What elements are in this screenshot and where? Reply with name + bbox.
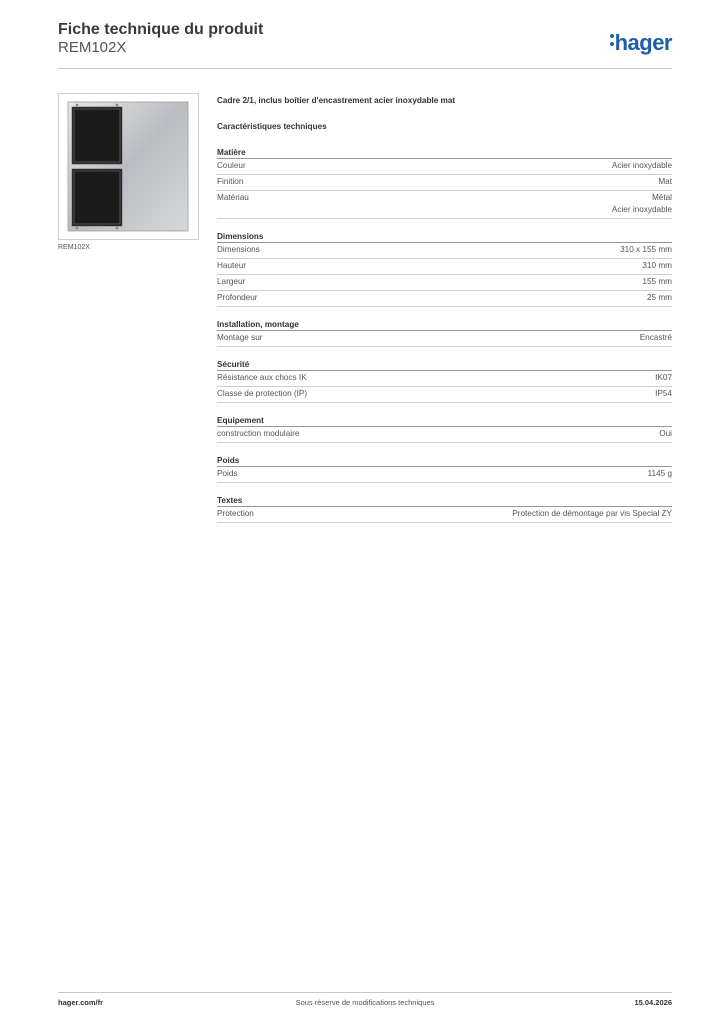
footer-website-link[interactable]: hager.com/fr [58, 998, 104, 1007]
spec-value-line: Protection de démontage par vis Special ZY [512, 509, 672, 518]
spec-value [642, 260, 672, 272]
spec-value [620, 244, 672, 256]
spec-value [655, 372, 672, 384]
spec-label: Matériau [217, 193, 249, 202]
spec-label: Largeur [217, 277, 246, 286]
section-title: Equipement [217, 415, 672, 427]
page-header [58, 20, 672, 70]
spec-section [217, 359, 672, 403]
spec-value-line: Acier inoxydable [611, 205, 672, 214]
logo-text: hager [614, 30, 672, 55]
spec-value [658, 176, 672, 188]
header-divider [58, 68, 672, 69]
spec-value [612, 192, 672, 216]
spec-value-line: 1145 g [647, 469, 672, 478]
spec-label: Protection [217, 509, 254, 518]
section-title: Sécurité [217, 359, 672, 371]
spec-value [512, 508, 672, 520]
spec-value-line: 310 mm [642, 261, 672, 270]
spec-label: Résistance aux chocs IK [217, 373, 307, 382]
spec-label: Profondeur [217, 293, 258, 302]
product-reference: REM102X [58, 39, 127, 56]
spec-row [217, 191, 672, 219]
spec-value-line: 310 x 155 mm [620, 245, 672, 254]
spec-value-line: Métal [651, 193, 672, 202]
spec-value [655, 388, 672, 400]
hager-logo[interactable] [610, 30, 672, 56]
spec-value-line: 25 mm [646, 293, 672, 302]
spec-row [217, 467, 672, 483]
spec-label: Poids [217, 469, 238, 478]
spec-row [217, 291, 672, 307]
section-title: Poids [217, 455, 672, 467]
spec-value [612, 160, 672, 172]
spec-value [659, 428, 672, 440]
section-title: Dimensions [217, 231, 672, 243]
spec-label: Finition [217, 177, 244, 186]
logo-colon-icon [610, 30, 614, 50]
spec-row [217, 387, 672, 403]
spec-value-line: Acier inoxydable [611, 161, 672, 170]
footer-date: 15.04.2026 [634, 998, 672, 1007]
spec-label: Montage sur [217, 333, 263, 342]
spec-value [647, 292, 672, 304]
section-title: Installation, montage [217, 319, 672, 331]
spec-sections [217, 147, 672, 523]
spec-label: construction modulaire [217, 429, 300, 438]
footer-disclaimer: Sous réserve de modifications techniques [295, 998, 435, 1007]
spec-content [217, 93, 672, 523]
spec-row [217, 175, 672, 191]
spec-value-line: Encastré [639, 333, 672, 342]
spec-label: Dimensions [217, 245, 260, 254]
spec-row [217, 243, 672, 259]
spec-row [217, 259, 672, 275]
spec-value-line: IP54 [655, 389, 672, 398]
spec-section [217, 231, 672, 307]
spec-section [217, 319, 672, 347]
image-caption: REM102X [58, 244, 90, 251]
spec-section [217, 415, 672, 443]
spec-value [640, 332, 672, 344]
product-description: Cadre 2/1, inclus boîtier d'encastrement acier inoxydable mat [217, 96, 456, 105]
spec-value [648, 468, 672, 480]
section-title: Matière [217, 147, 672, 159]
spec-value-line: Mat [658, 177, 672, 186]
spec-value-line: Oui [659, 429, 672, 438]
spec-section [217, 495, 672, 523]
page-title: Fiche technique du produit [58, 21, 264, 38]
tech-characteristics-heading: Caractéristiques techniques [217, 122, 327, 131]
spec-row [217, 371, 672, 387]
spec-label: Classe de protection (IP) [217, 389, 308, 398]
spec-value-line: IK07 [655, 373, 672, 382]
product-image [58, 93, 199, 240]
footer-divider [58, 992, 672, 993]
spec-section [217, 147, 672, 219]
spec-row [217, 507, 672, 523]
spec-row [217, 331, 672, 347]
spec-row [217, 427, 672, 443]
spec-row [217, 275, 672, 291]
section-title: Textes [217, 495, 672, 507]
spec-label: Couleur [217, 161, 246, 170]
double-frame-icon [59, 94, 198, 239]
spec-label: Hauteur [217, 261, 247, 270]
spec-value-line: 155 mm [642, 277, 672, 286]
spec-row [217, 159, 672, 175]
spec-section [217, 455, 672, 483]
spec-value [642, 276, 672, 288]
